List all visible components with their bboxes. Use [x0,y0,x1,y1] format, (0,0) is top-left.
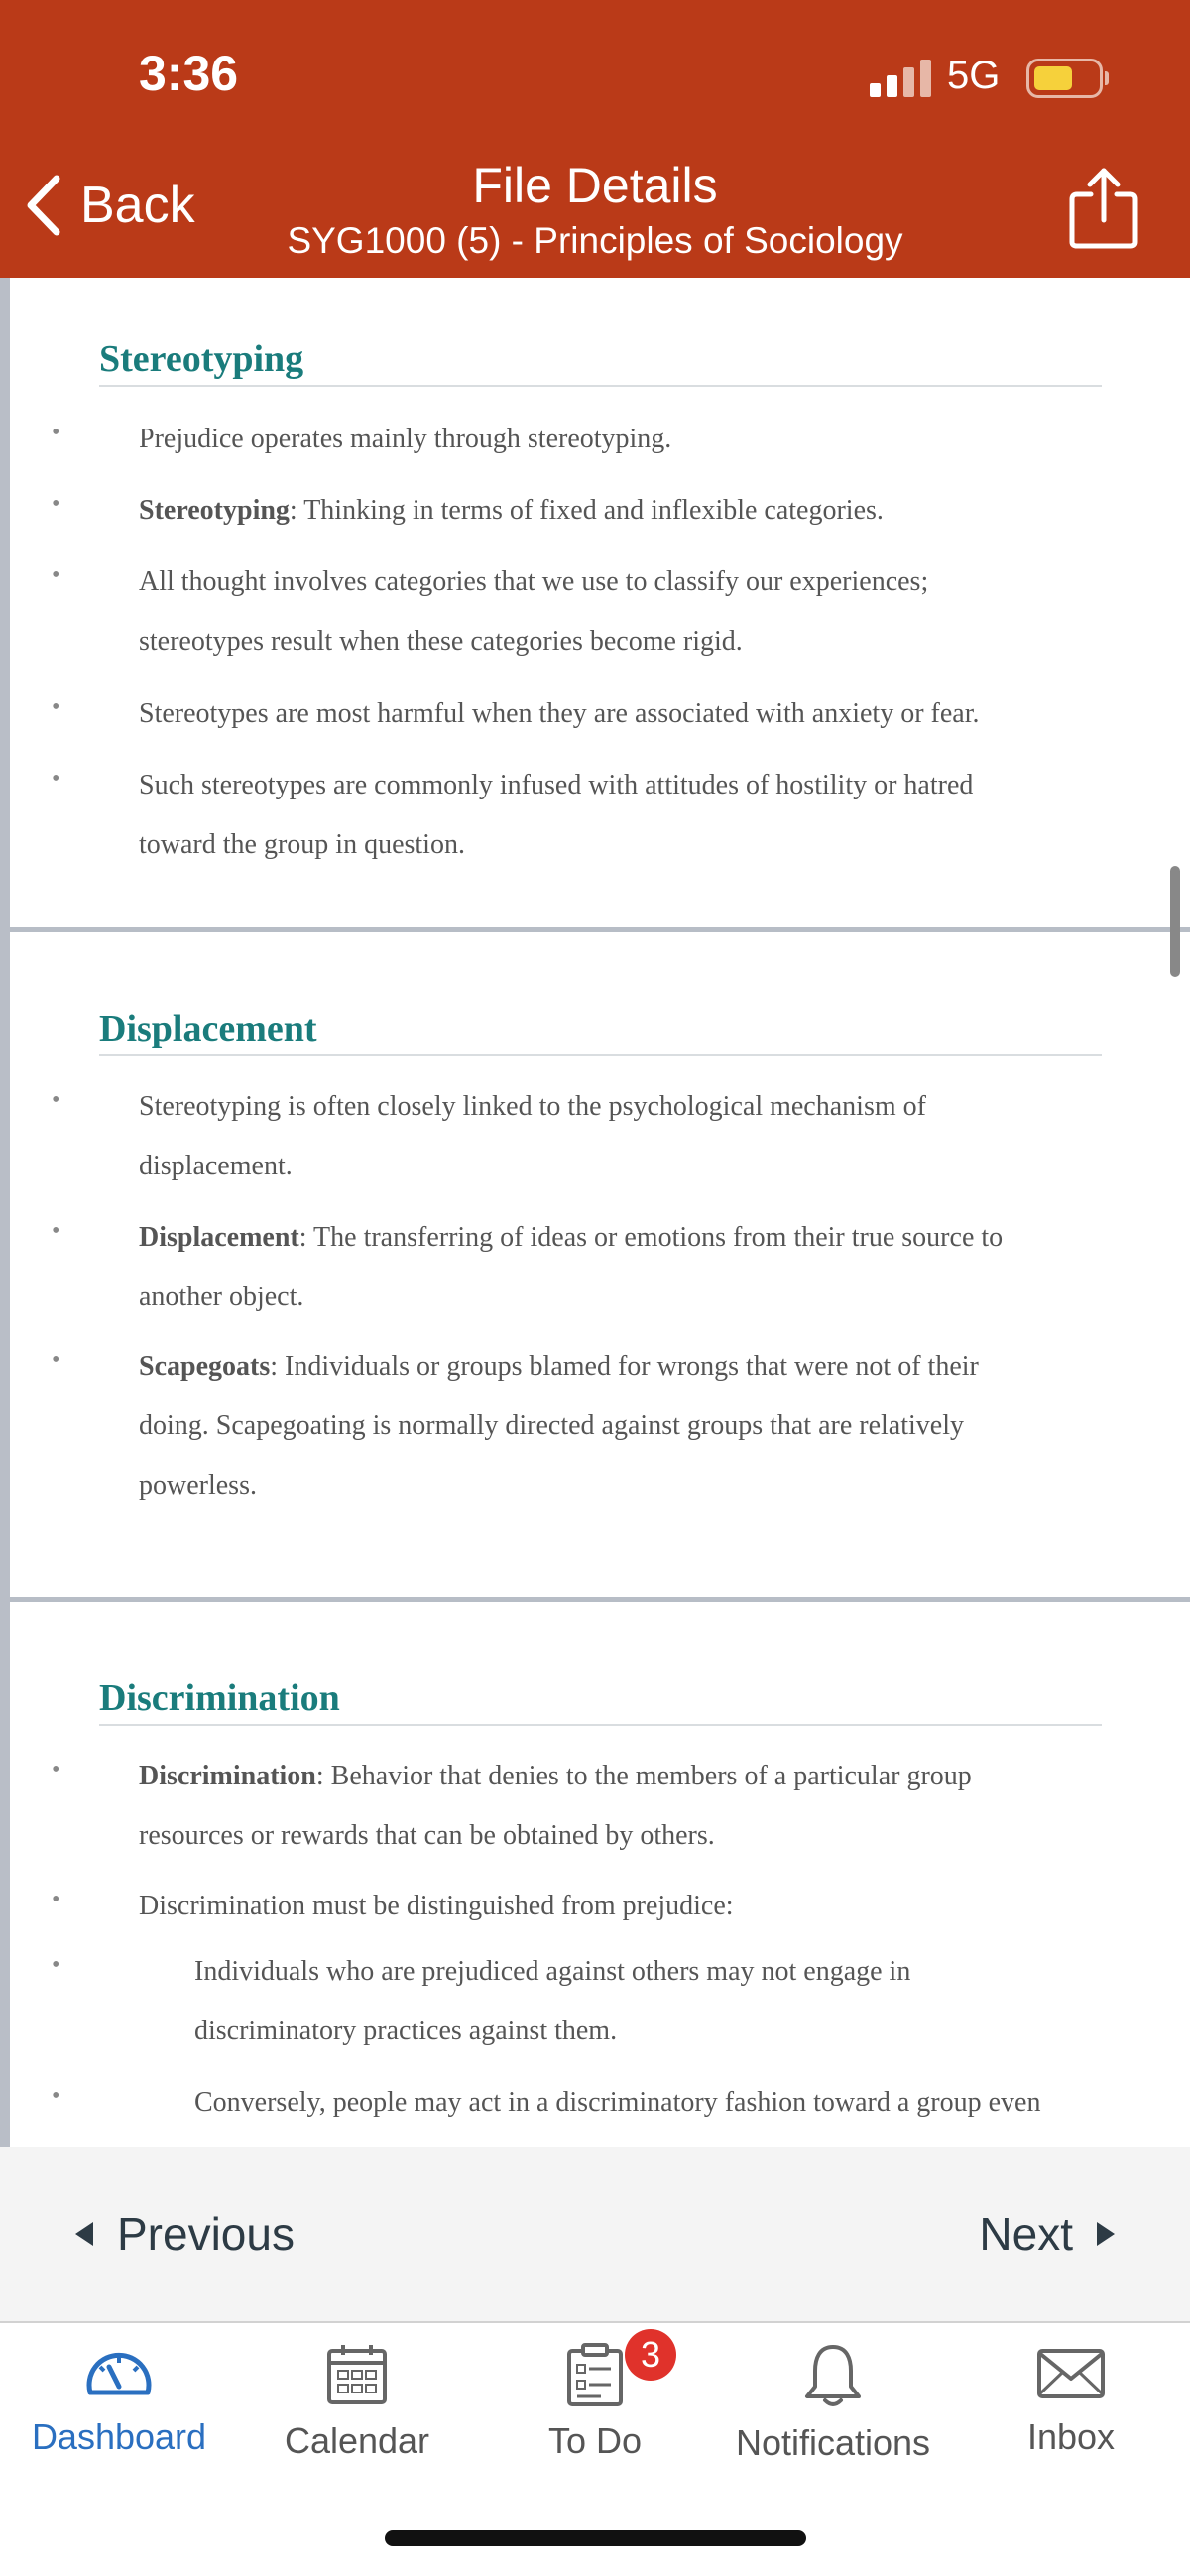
bullet-text: Such stereotypes are commonly infused with attitudes of hostility or hatred toward the group in question. [139,770,974,860]
bullet-text: Individuals who are prejudiced against others may not engage in discriminatory practices against them. [194,1956,911,2046]
bullet-dot: • [52,1347,60,1373]
bullet-dot: • [52,1087,60,1113]
bullet-text: Displacement: The transferring of ideas or emotions from their true source to another object. [139,1222,1004,1312]
bell-icon [801,2343,865,2408]
tab-label: Calendar [284,2420,430,2461]
dashboard-icon [82,2343,156,2402]
slide-displacement [10,932,1190,1597]
next-label: Next [979,2208,1073,2260]
network-label: 5G [947,54,1001,97]
slide-discrimination [10,1602,1190,2197]
tab-label: Notifications [735,2422,931,2463]
todo-icon [563,2343,627,2406]
bullet-dot: • [52,694,60,720]
bullet-text: Stereotyping: Thinking in terms of fixed and inflexible categories. [139,495,884,526]
signal-icon [870,60,933,97]
next-button[interactable] [979,2207,1117,2261]
tab-todo[interactable] [476,2343,714,2462]
bullet-text: Conversely, people may act in a discriminatory fashion toward a group even [194,2087,1041,2118]
calendar-icon [325,2343,389,2406]
share-icon[interactable] [1067,165,1140,250]
slide-heading: Discrimination [99,1677,340,1719]
todo-count-badge: 3 [625,2329,676,2381]
tab-inbox[interactable] [952,2343,1190,2458]
bullet-text: Prejudice operates mainly through stereotyping. [139,424,672,454]
home-indicator[interactable] [385,2530,806,2546]
bullet-text: Stereotyping is often closely linked to the psychological mechanism of displacement. [139,1091,926,1181]
chevron-left-icon [25,175,62,236]
bullet-text: Discrimination must be distinguished from prejudice: [139,1891,734,1921]
tab-notifications[interactable] [714,2343,952,2464]
back-button[interactable] [25,171,195,240]
header-bar [0,0,1190,278]
bullet-text: Discrimination: Behavior that denies to the members of a particular group resources or rewards that can be obtained by others. [139,1761,972,1851]
battery-tip [1105,71,1109,85]
battery-icon [1026,59,1103,98]
scrollbar-thumb[interactable] [1170,866,1180,977]
tab-label: To Do [547,2420,643,2461]
slide-stereotyping [10,278,1190,927]
tab-dashboard[interactable] [0,2343,238,2458]
page-subtitle: SYG1000 (5) - Principles of Sociology [287,220,903,261]
heading-rule [99,385,1102,387]
tab-label: Inbox [1026,2416,1116,2457]
previous-button[interactable] [73,2207,295,2261]
bullet-dot: • [52,1887,60,1912]
tab-calendar[interactable] [238,2343,476,2462]
tab-label: Dashboard [31,2416,207,2457]
status-time: 3:36 [139,46,239,101]
bullet-text: Scapegoats: Individuals or groups blamed for wrongs that were not of their doing. Scapegoating is normally directed against groups that are relatively powerless. [139,1351,979,1501]
bullet-dot: • [52,1218,60,1244]
bullet-dot: • [52,562,60,588]
bullet-dot: • [52,491,60,517]
bullet-text: Stereotypes are most harmful when they are associated with anxiety or fear. [139,698,980,729]
slide-heading: Stereotyping [99,338,304,380]
bullet-dot: • [52,2083,60,2109]
bullet-dot: • [52,420,60,445]
slide-heading: Displacement [99,1008,317,1049]
previous-label: Previous [117,2208,295,2260]
heading-rule [99,1054,1102,1056]
page-title: File Details [472,158,718,213]
viewer-edge [0,278,10,2147]
bullet-dot: • [52,1952,60,1978]
heading-rule [99,1724,1102,1726]
bullet-dot: • [52,766,60,792]
bullet-dot: • [52,1757,60,1782]
triangle-right-icon [1095,2221,1117,2247]
triangle-left-icon [73,2221,95,2247]
pager-bar [0,2147,1190,2323]
file-viewer[interactable] [0,278,1190,2147]
bullet-text: All thought involves categories that we use to classify our experiences; stereotypes result when these categories become rigid. [139,566,929,657]
mail-icon [1036,2343,1106,2402]
back-label: Back [80,177,195,234]
